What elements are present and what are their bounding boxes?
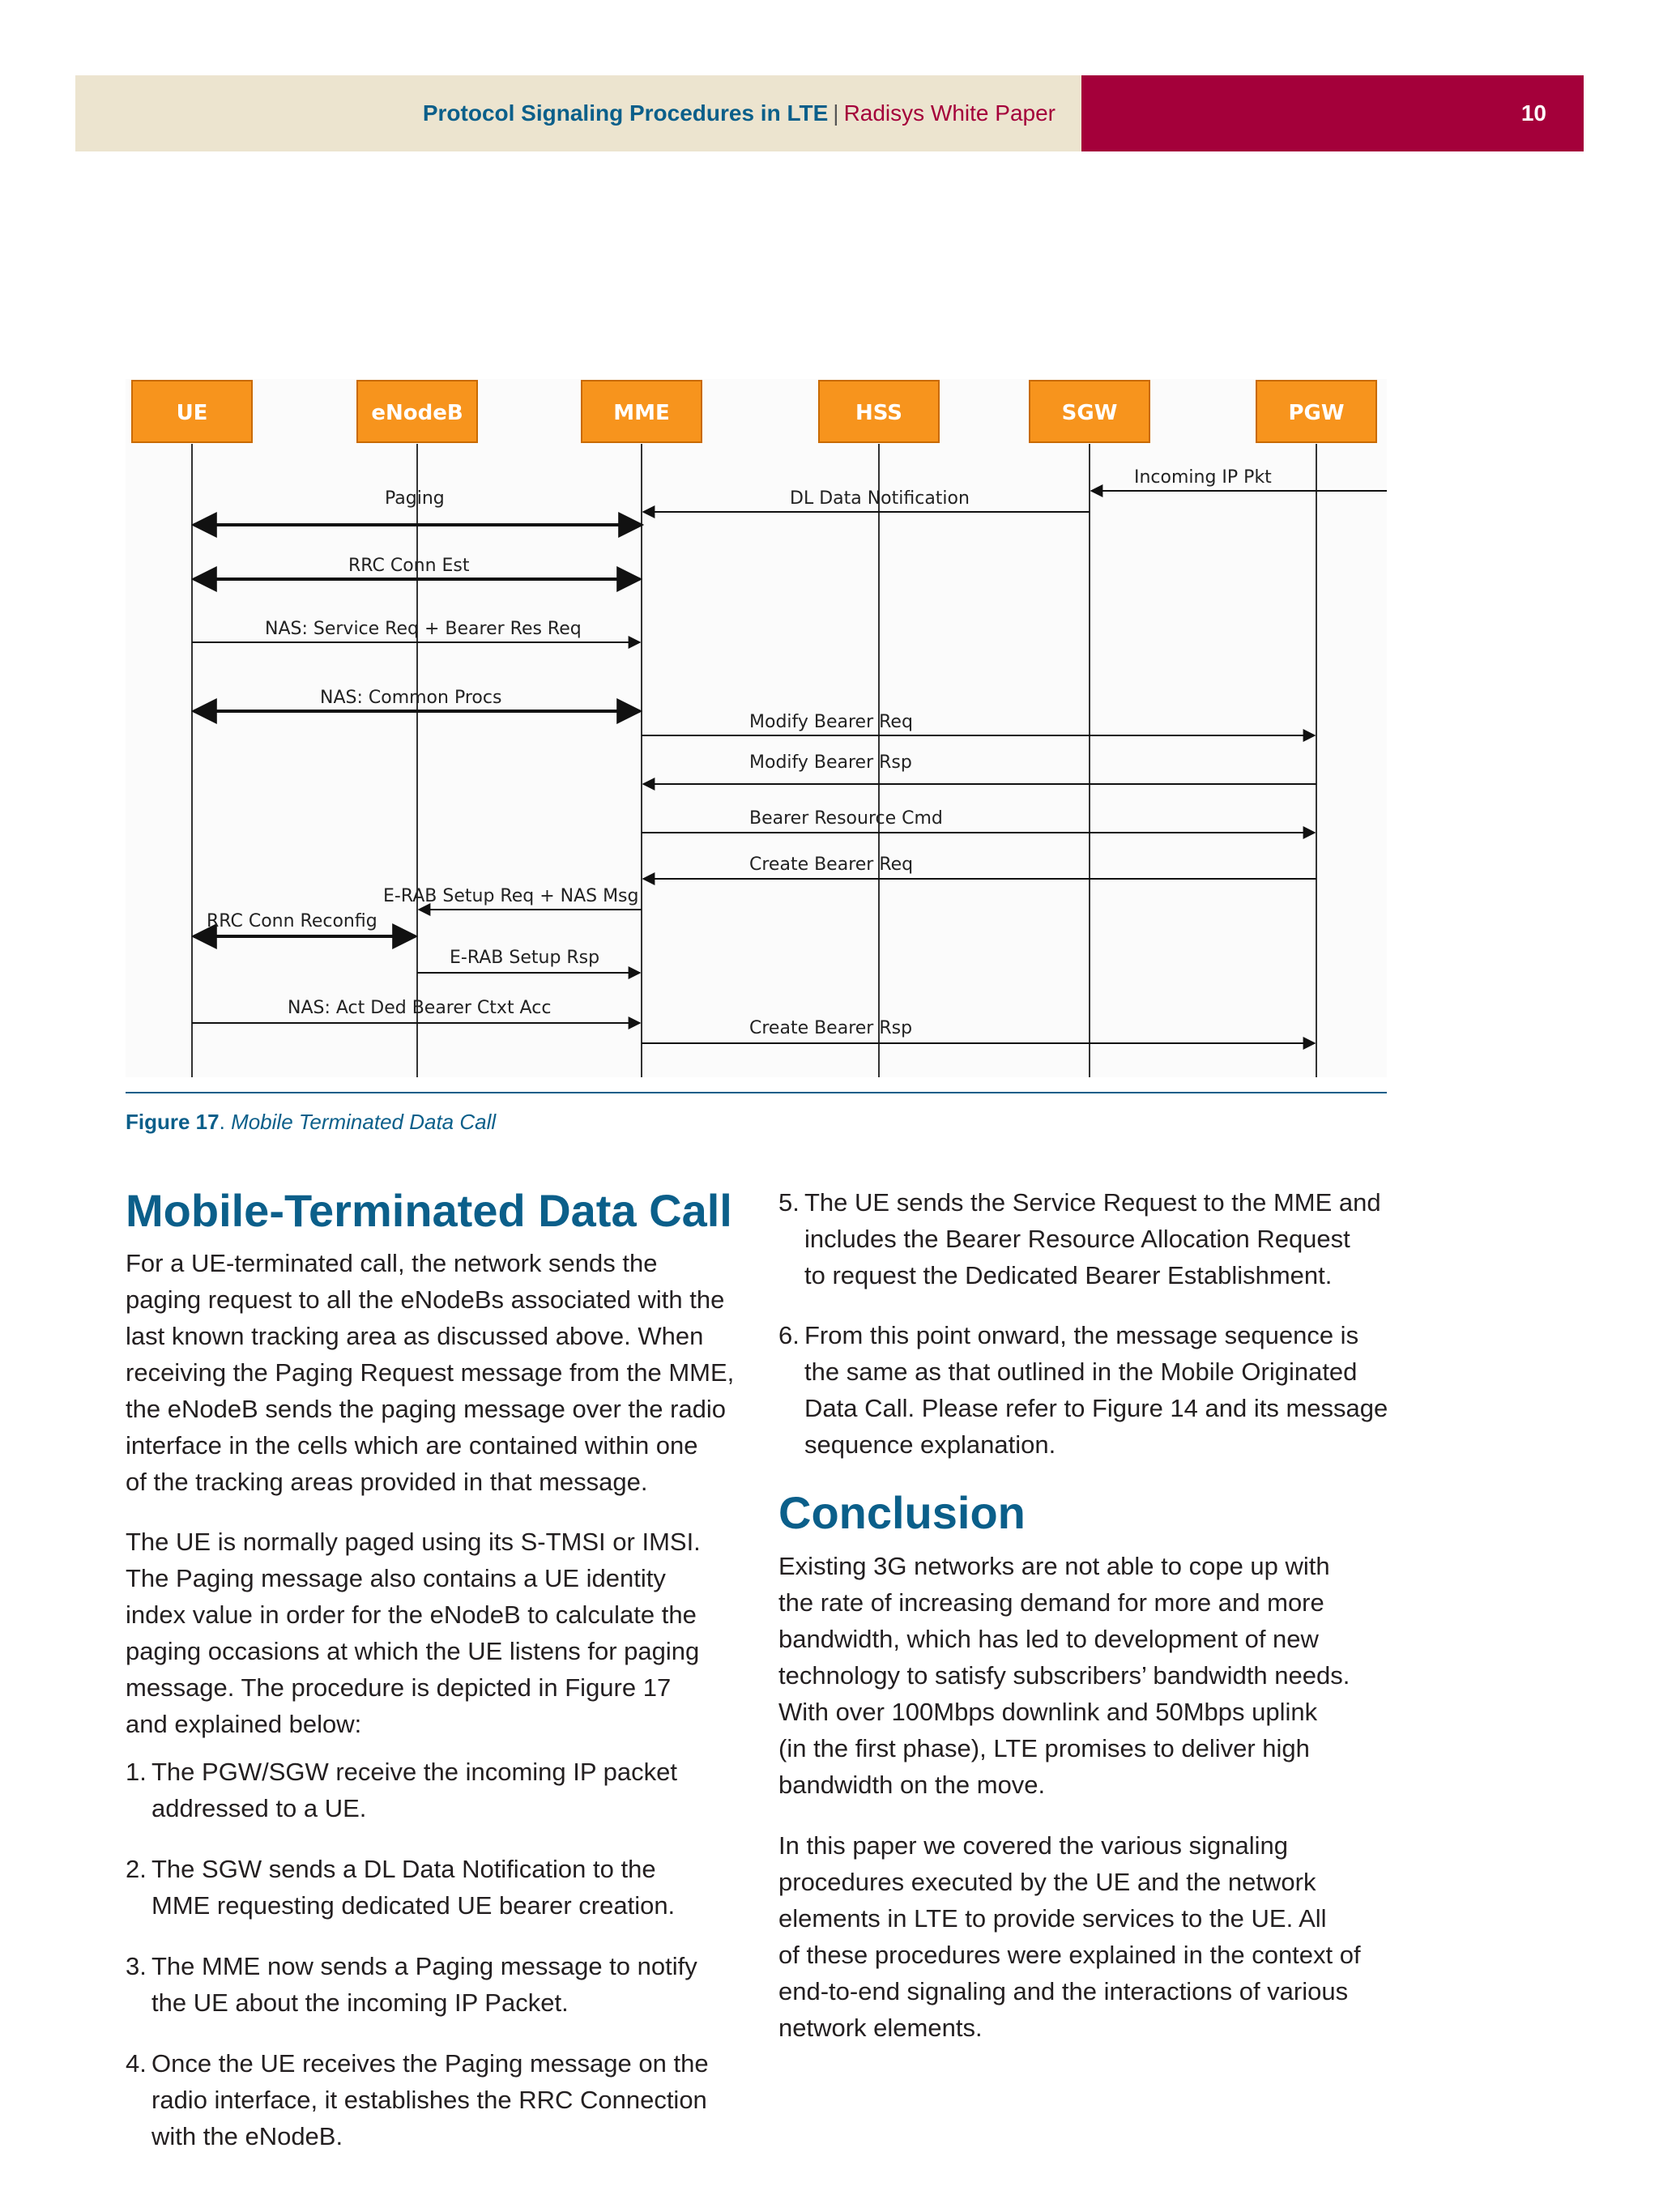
text-line: receiving the Paging Request message from the MME, [126, 1358, 735, 1387]
running-title-separator: | [833, 100, 839, 126]
text-line: sequence explanation. [804, 1430, 1056, 1459]
text-line: bandwidth, which has led to development of new [778, 1625, 1319, 1653]
text-line: Existing 3G networks are not able to cope up with [778, 1552, 1330, 1580]
msg-rrc-conn-reconfig: RRC Conn Reconfig [207, 911, 377, 931]
sequence-diagram [126, 379, 1387, 1077]
msg-erab-setup-rsp: E-RAB Setup Rsp [450, 948, 600, 968]
text-line: (in the first phase), LTE promises to deliver high [778, 1734, 1310, 1762]
text-line: MME requesting dedicated UE bearer creation. [151, 1891, 676, 1920]
figure-caption [126, 1110, 496, 1135]
list-item-2 [126, 1851, 675, 1924]
entity-sgw [1030, 381, 1149, 442]
text-line: of these procedures were explained in the context of [778, 1941, 1361, 1969]
section1-paragraph-1 [126, 1245, 734, 1500]
text-line: and explained below: [126, 1710, 362, 1738]
msg-create-bearer-req: Create Bearer Req [749, 855, 914, 875]
text-line: Data Call. Please refer to Figure 14 and its message [804, 1394, 1388, 1422]
text-line: In this paper we covered the various signaling [778, 1831, 1288, 1860]
msg-rrc-conn-est: RRC Conn Est [348, 556, 470, 576]
text-line: the same as that outlined in the Mobile Originated [804, 1357, 1358, 1386]
list-item-5 [778, 1184, 1381, 1294]
text-line: includes the Bearer Resource Allocation Request [804, 1225, 1350, 1253]
msg-nas-service-req: NAS: Service Req + Bearer Res Req [265, 619, 582, 639]
text-line: interface in the cells which are contained within one [126, 1431, 698, 1460]
entity-mme-label: MME [613, 401, 670, 425]
conclusion-paragraph-2 [778, 1827, 1361, 2046]
text-line: to request the Dedicated Bearer Establishment. [804, 1261, 1333, 1289]
conclusion-paragraph-1 [778, 1548, 1350, 1803]
text-line: addressed to a UE. [151, 1794, 367, 1822]
text-line: radio interface, it establishes the RRC Connection [151, 2086, 707, 2114]
msg-modify-bearer-req: Modify Bearer Req [749, 712, 913, 732]
section-heading-conclusion: Conclusion [778, 1487, 1026, 1538]
entity-enodeb-label: eNodeB [371, 401, 463, 425]
entity-mme [582, 381, 702, 442]
text-line: elements in LTE to provide services to the UE. All [778, 1904, 1327, 1933]
text-line: index value in order for the eNodeB to calculate the [126, 1600, 697, 1629]
entity-hss-label: HSS [855, 401, 903, 425]
list-item-1 [126, 1754, 677, 1826]
text-line: the eNodeB sends the paging message over the radio [126, 1395, 727, 1423]
text-line: The SGW sends a DL Data Notification to the [151, 1855, 656, 1883]
figure-caption-label: Figure 17 [126, 1110, 220, 1134]
list-number: 6. [778, 1321, 800, 1349]
text-line: The MME now sends a Paging message to notify [151, 1952, 697, 1980]
entity-hss [819, 381, 939, 442]
text-line: last known tracking area as discussed above. When [126, 1322, 704, 1350]
text-line: The UE sends the Service Request to the MME and [804, 1188, 1381, 1217]
text-line: network elements. [778, 2014, 983, 2042]
entity-ue-label: UE [176, 401, 208, 425]
page-number-band [1081, 75, 1584, 151]
msg-incoming-ip-pkt: Incoming IP Pkt [1134, 467, 1272, 488]
msg-create-bearer-rsp: Create Bearer Rsp [749, 1018, 913, 1038]
text-line: With over 100Mbps downlink and 50Mbps uplink [778, 1698, 1318, 1726]
entity-sgw-label: SGW [1061, 401, 1118, 425]
running-title-bold: Protocol Signaling Procedures in LTE [422, 100, 829, 126]
msg-modify-bearer-rsp: Modify Bearer Rsp [749, 752, 912, 773]
text-line: the UE about the incoming IP Packet. [151, 1988, 569, 2017]
text-line: paging occasions at which the UE listens for paging [126, 1637, 700, 1665]
text-line: the rate of increasing demand for more and more [778, 1588, 1324, 1617]
text-line: end-to-end signaling and the interactions of various [778, 1977, 1349, 2005]
entity-pgw-label: PGW [1288, 401, 1345, 425]
text-line: message. The procedure is depicted in Figure 17 [126, 1673, 672, 1702]
msg-nas-act-ded-bearer: NAS: Act Ded Bearer Ctxt Acc [288, 998, 552, 1018]
entity-pgw [1256, 381, 1376, 442]
text-line: For a UE-terminated call, the network sends the [126, 1249, 658, 1277]
text-line: The PGW/SGW receive the incoming IP packet [151, 1758, 677, 1786]
list-number: 5. [778, 1188, 800, 1217]
entity-enodeb [357, 381, 477, 442]
section-heading-mt-data-call: Mobile-Terminated Data Call [126, 1185, 732, 1236]
figure-caption-text: Mobile Terminated Data Call [231, 1110, 497, 1134]
entity-ue [132, 381, 252, 442]
msg-erab-setup-req: E-RAB Setup Req + NAS Msg [383, 886, 639, 906]
section1-paragraph-2 [126, 1524, 701, 1742]
text-line: of the tracking areas provided in that message. [126, 1468, 648, 1496]
text-line: technology to satisfy subscribers’ bandwidth needs. [778, 1661, 1350, 1690]
msg-paging: Paging [385, 488, 445, 509]
list-number: 2. [126, 1855, 147, 1883]
text-line: The Paging message also contains a UE identity [126, 1564, 666, 1592]
text-line: procedures executed by the UE and the network [778, 1868, 1316, 1896]
figure-rule [126, 1092, 1387, 1093]
header-band [75, 75, 1081, 151]
list-item-6 [778, 1317, 1388, 1463]
msg-dl-data-notification: DL Data Notification [790, 488, 970, 509]
text-line: The UE is normally paged using its S-TMSI or IMSI. [126, 1528, 701, 1556]
list-number: 1. [126, 1758, 147, 1786]
text-line: bandwidth on the move. [778, 1771, 1046, 1799]
text-line: paging request to all the eNodeBs associated with the [126, 1285, 725, 1314]
text-line: From this point onward, the message sequence is [804, 1321, 1359, 1349]
list-item-4 [126, 2045, 709, 2154]
list-item-3 [126, 1948, 697, 2021]
text-line: Once the UE receives the Paging message on the [151, 2049, 709, 2078]
running-title [423, 75, 1081, 151]
msg-bearer-resource-cmd: Bearer Resource Cmd [749, 808, 943, 829]
text-line: with the eNodeB. [151, 2122, 343, 2150]
list-number: 3. [126, 1952, 147, 1980]
figure-caption-separator: . [219, 1110, 225, 1134]
page-number: 10 [1520, 100, 1546, 126]
running-title-light: Radisys White Paper [843, 100, 1056, 126]
list-number: 4. [126, 2049, 147, 2078]
msg-nas-common-procs: NAS: Common Procs [320, 688, 502, 708]
